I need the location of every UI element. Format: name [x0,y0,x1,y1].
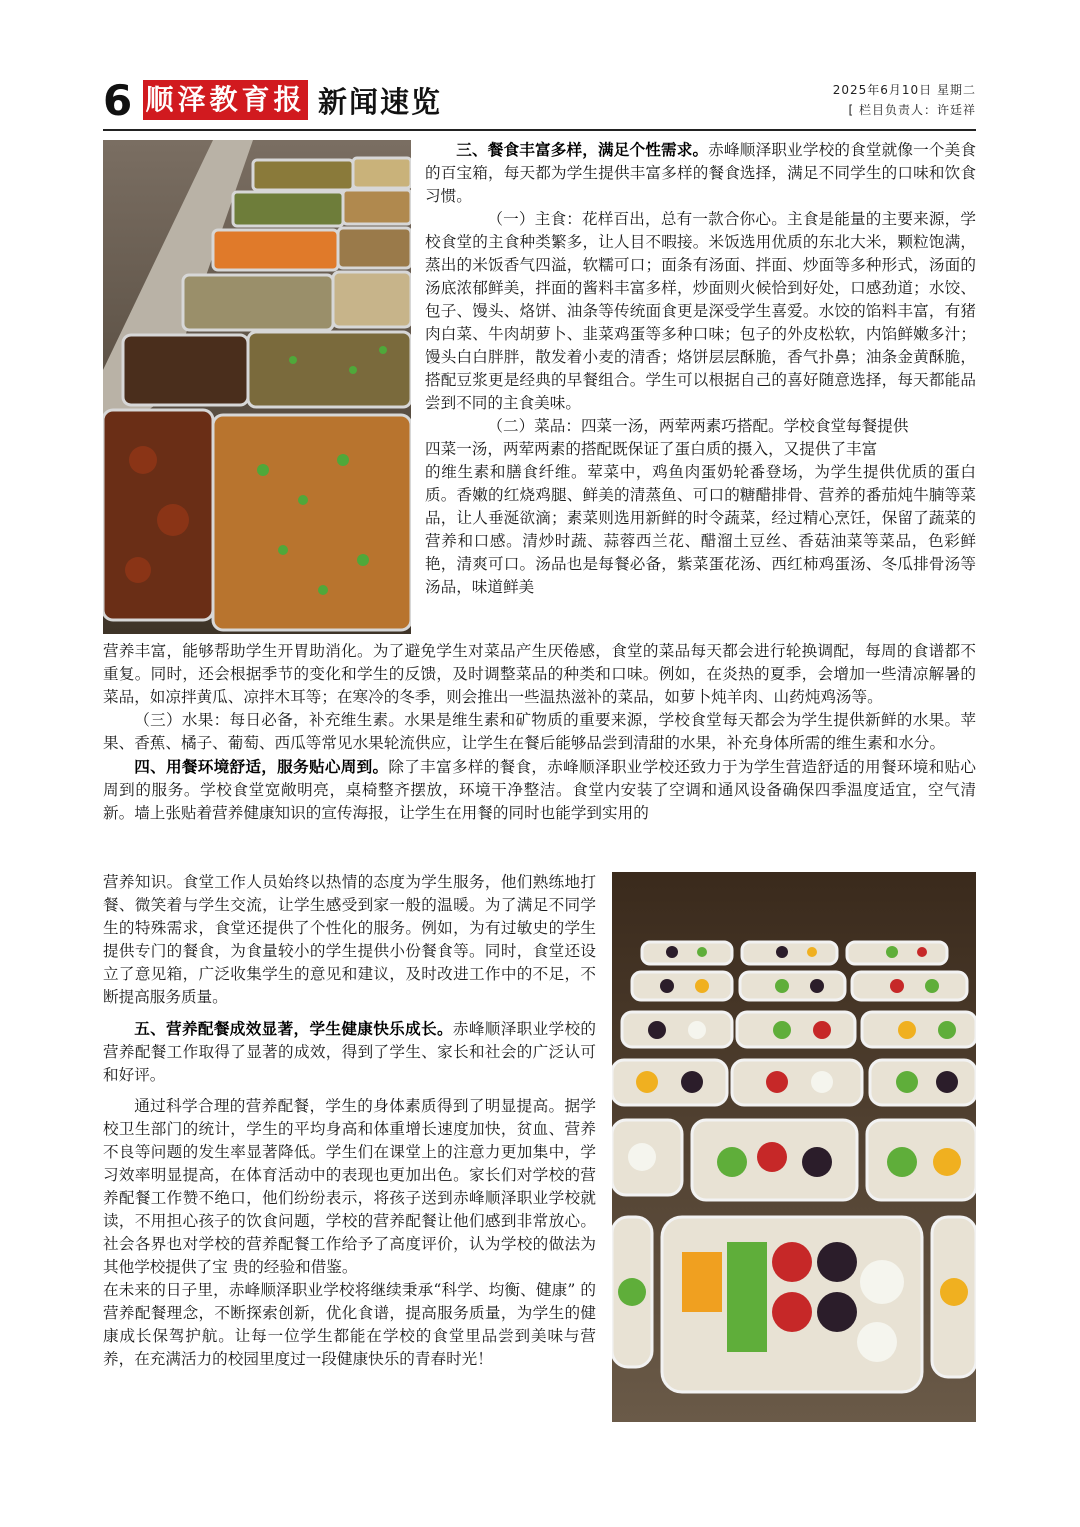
page-number: 6 [103,76,133,125]
canteen-food-photo [103,140,411,634]
left-column-lower [103,871,596,1371]
dishes-line-3: 的维生素和膳食纤维。荤菜中，鸡鱼肉蛋奶轮番登场，为学生提供优质的蛋白质。香嫩的红烧鸡腿、鲜美的清蒸鱼、可口的糖醋排骨、营养的番茄炖牛腩等菜品，让人垂涎欲滴；素菜则选用新鲜的时令蔬菜，经过精心烹饪，保留了蔬菜的营养和口感。清炒时蔬、蒜蓉西兰花、醋溜土豆丝、香菇油菜等菜品，色彩鲜艳，清爽可口。汤品也是每餐必备，紫菜蛋花汤、西红柿鸡蛋汤、冬瓜排骨汤等汤品，味道鲜美 [425,463,976,596]
dishes-line-1: （二）菜品：四菜一汤，两荤两素巧搭配。学校食堂每餐提供 [487,417,909,435]
section-title: 新闻速览 [318,85,443,119]
full-width-block [103,640,976,825]
staple-food-paragraph: （一）主食：花样百出，总有一款合你心。主食是能量的主要来源，学校食堂的主食种类繁多，让人目不暇接。米饭选用优质的东北大米，颗粒饱满，蒸出的米饭香气四溢，软糯可口；面条有汤面、拌面、炒面等多种形式，汤面的汤底浓郁鲜美，拌面的酱料丰富多样，炒面则火候恰到好处，口感劲道；水饺、包子、馒头、烙饼、油条等传统面食更是深受学生喜爱。水饺的馅料丰富，有猪肉白菜、牛肉胡萝卜、韭菜鸡蛋等多种口味；包子的外皮松软，内馅鲜嫩多汁；馒头白白胖胖，散发着小麦的清香；烙饼层层酥脆，香气扑鼻；油条金黄酥脆，搭配豆浆更是经典的早餐组合。学生可以根据自己的喜好随意选择，每天都能品尝到不同的主食美味。 [425,210,976,412]
section-5-text: 赤峰顺泽职业学校的营养配餐工作取得了显著的成效，得到了学生、家长和社会的广泛认可和好评。 [103,1020,596,1084]
section-4-continued: 营养知识。食堂工作人员始终以热情的态度为学生服务，他们熟练地打餐、微笑着与学生交流，让学生感受到家一般的温暖。为了满足不同学生的特殊需求，食堂还提供了个性化的服务。例如，为有过敏史的学生提供专门的餐食，为食量较小的学生提供小份餐食等。同时，食堂还设立了意见箱，广泛收集学生的意见和建议，及时改进工作中的不足，不断提高服务质量。 [103,873,596,1006]
section-4-text: 除了丰富多样的餐食，赤峰顺泽职业学校还致力于为学生营造舒适的用餐环境和贴心周到的服务。学校食堂宽敞明亮，桌椅整齐摆放，环境干净整洁。食堂内安装了空调和通风设备确保四季温度适宜，空气清新。墙上张贴着营养健康知识的宣传海报，让学生在用餐的同时也能学到实用的 [103,758,976,822]
dishes-continued: 营养丰富，能够帮助学生开胃助消化。为了避免学生对菜品产生厌倦感，食堂的菜品每天都会进行轮换调配，每周的食谱都不重复。同时，还会根据季节的变化和学生的反馈，及时调整菜品的种类和口味。例如，在炎热的夏季，会增加一些清凉解暑的菜品，如凉拌黄瓜、凉拌木耳等；在寒冷的冬季，则会推出一些温热滋补的菜品，如萝卜炖羊肉、山药炖鸡汤等。 [103,642,976,706]
lunch-boxes-illustration [612,872,976,1422]
issue-date: 2025年6月10日 星期二 [832,83,976,97]
section-5-heading: 五、营养配餐成效显著，学生健康快乐成长。 [134,1019,453,1038]
section-5-intro [103,1017,596,1087]
food-trays-illustration [103,140,411,634]
masthead [103,78,976,128]
lunch-boxes-photo [612,872,976,1422]
section-3-text: 赤峰顺泽职业学校的食堂就像一个美食的百宝箱，每天都为学生提供丰富多样的餐食选择，满足不同学生的口味和饮食习惯。 [425,141,976,205]
fruit-paragraph: （三）水果：每日必备，补充维生素。水果是维生素和矿物质的重要来源，学校食堂每天都会为学生提供新鲜的水果。苹果、香蕉、橘子、葡萄、西瓜等常见水果轮流供应，让学生在餐后能够品尝到清甜的水果，补充身体所需的维生素和水分。 [103,711,976,752]
section-3-intro [425,138,976,208]
health-results-paragraph: 通过科学合理的营养配餐，学生的身体素质得到了明显提高。据学校卫生部门的统计，学生的平均身高和体重增长速度加快，贫血、营养不良等问题的发生率显著降低。学生们在课堂上的注意力更加集中，学习效率明显提高，在体育活动中的表现也更加出色。家长们对学校的营养配餐工作赞不绝口，他们纷纷表示，将孩子送到赤峰顺泽职业学校就读，不用担心孩子的饮食问题，学校的营养配餐让他们感到非常放心。社会各界也对学校的营养配餐工作给予了高度评价，认为学校的做法为其他学校提供了宝 贵的经验和借鉴。 [103,1097,596,1276]
future-paragraph: 在未来的日子里，赤峰顺泽职业学校将继续秉承“科学、均衡、健康” 的营养配餐理念，不断探索创新，优化食谱，提高服务质量，为学生的健康成长保驾护航。让每一位学生都能在学校的食堂里品尝到美味与营养，在充满活力的校园里度过一段健康快乐的青春时光！ [103,1281,596,1368]
section-4-heading: 四、用餐环境舒适，服务贴心周到。 [134,757,389,776]
section-3-heading: 三、餐食丰富多样，满足个性需求。 [456,140,709,159]
paper-logo: 顺泽教育报 [143,80,308,120]
dishes-line-2: 四菜一汤，两荤两素的搭配既保证了蛋白质的摄入，又提供了丰富 [425,440,878,458]
section-3-block [425,138,976,599]
header-divider [103,129,976,131]
section-4-intro [103,755,976,825]
column-editor: [ 栏目负责人：许廷祥 [848,103,976,117]
